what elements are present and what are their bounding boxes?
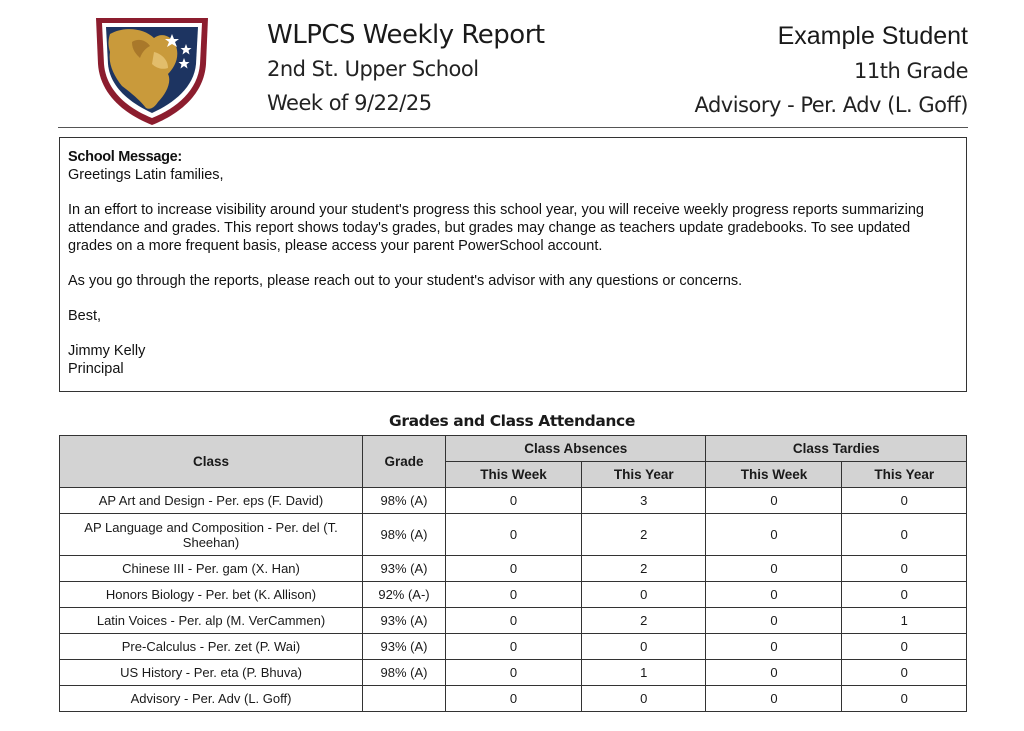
school-name: 2nd St. Upper School <box>267 57 479 81</box>
class-grade: 93% (A) <box>363 556 446 582</box>
tardies-this-year: 0 <box>842 660 967 686</box>
absences-this-year: 1 <box>582 660 706 686</box>
table-row <box>60 488 967 514</box>
class-name: Chinese III - Per. gam (X. Han) <box>60 556 363 582</box>
report-header <box>267 18 545 120</box>
grades-attendance-table <box>59 435 967 712</box>
class-grade: 93% (A) <box>363 634 446 660</box>
header-class-tardies: Class Tardies <box>706 436 967 462</box>
header-class: Class <box>60 436 363 488</box>
tardies-this-year: 0 <box>842 582 967 608</box>
class-grade: 93% (A) <box>363 608 446 634</box>
absences-this-week: 0 <box>446 634 582 660</box>
absences-this-week: 0 <box>446 514 582 556</box>
table-row <box>60 686 967 712</box>
class-name: Latin Voices - Per. alp (M. VerCammen) <box>60 608 363 634</box>
class-name: AP Art and Design - Per. eps (F. David) <box>60 488 363 514</box>
table-row <box>60 660 967 686</box>
absences-this-year: 0 <box>582 582 706 608</box>
absences-this-year: 2 <box>582 608 706 634</box>
absences-this-year: 0 <box>582 634 706 660</box>
table-row <box>60 514 967 556</box>
table-row <box>60 582 967 608</box>
message-paragraph-1: In an effort to increase visibility around your student's progress this school year, you will receive weekly progress reports summarizing attendance and grades. This report shows today's grades, but grades may change as teachers update gradebooks. To see updated grades on a more frequent basis, please access your parent PowerSchool account. <box>68 202 924 254</box>
table-row <box>60 556 967 582</box>
tardies-this-week: 0 <box>706 582 842 608</box>
class-grade: 92% (A-) <box>363 582 446 608</box>
class-grade: 98% (A) <box>363 488 446 514</box>
school-logo <box>92 12 212 127</box>
class-grade: 98% (A) <box>363 660 446 686</box>
header-divider <box>58 127 968 128</box>
table-row <box>60 608 967 634</box>
tardies-this-year: 0 <box>842 488 967 514</box>
tardies-this-year: 0 <box>842 686 967 712</box>
tardies-this-week: 0 <box>706 556 842 582</box>
header-absences-this-week: This Week <box>446 462 582 488</box>
school-message-label: School Message: <box>68 149 182 165</box>
absences-this-week: 0 <box>446 608 582 634</box>
tardies-this-year: 1 <box>842 608 967 634</box>
class-grade: 98% (A) <box>363 514 446 556</box>
message-closing: Best, <box>68 308 102 324</box>
tardies-this-week: 0 <box>706 660 842 686</box>
absences-this-year: 2 <box>582 514 706 556</box>
tardies-this-week: 0 <box>706 514 842 556</box>
class-name: AP Language and Composition - Per. del (T. Sheehan) <box>60 514 363 556</box>
header-class-absences: Class Absences <box>446 436 706 462</box>
message-signer-name: Jimmy Kelly <box>68 343 146 359</box>
tardies-this-week: 0 <box>706 608 842 634</box>
header-grade: Grade <box>363 436 446 488</box>
header-absences-this-year: This Year <box>582 462 706 488</box>
report-title: WLPCS Weekly Report <box>267 20 545 50</box>
absences-this-week: 0 <box>446 686 582 712</box>
message-paragraph-2: As you go through the reports, please reach out to your student's advisor with any questions or concerns. <box>68 273 743 289</box>
student-advisory: Advisory - Per. Adv (L. Goff) <box>694 93 968 117</box>
absences-this-year: 2 <box>582 556 706 582</box>
grades-table-title: Grades and Class Attendance <box>389 412 635 430</box>
absences-this-year: 0 <box>582 686 706 712</box>
table-row <box>60 634 967 660</box>
tardies-this-year: 0 <box>842 514 967 556</box>
class-grade <box>363 686 446 712</box>
header-tardies-this-week: This Week <box>706 462 842 488</box>
header-tardies-this-year: This Year <box>842 462 967 488</box>
tardies-this-week: 0 <box>706 488 842 514</box>
message-greeting: Greetings Latin families, <box>68 167 224 183</box>
tardies-this-week: 0 <box>706 634 842 660</box>
tardies-this-year: 0 <box>842 556 967 582</box>
student-info <box>694 18 968 122</box>
student-name: Example Student <box>777 22 968 50</box>
student-grade-level: 11th Grade <box>854 59 968 83</box>
class-name: Pre-Calculus - Per. zet (P. Wai) <box>60 634 363 660</box>
absences-this-week: 0 <box>446 582 582 608</box>
absences-this-year: 3 <box>582 488 706 514</box>
lion-shield-icon <box>92 12 212 127</box>
class-name: US History - Per. eta (P. Bhuva) <box>60 660 363 686</box>
school-message-box <box>59 137 967 392</box>
absences-this-week: 0 <box>446 488 582 514</box>
tardies-this-week: 0 <box>706 686 842 712</box>
report-week: Week of 9/22/25 <box>267 91 432 115</box>
class-name: Advisory - Per. Adv (L. Goff) <box>60 686 363 712</box>
class-name: Honors Biology - Per. bet (K. Allison) <box>60 582 363 608</box>
message-signer-title: Principal <box>68 361 124 377</box>
tardies-this-year: 0 <box>842 634 967 660</box>
absences-this-week: 0 <box>446 660 582 686</box>
absences-this-week: 0 <box>446 556 582 582</box>
